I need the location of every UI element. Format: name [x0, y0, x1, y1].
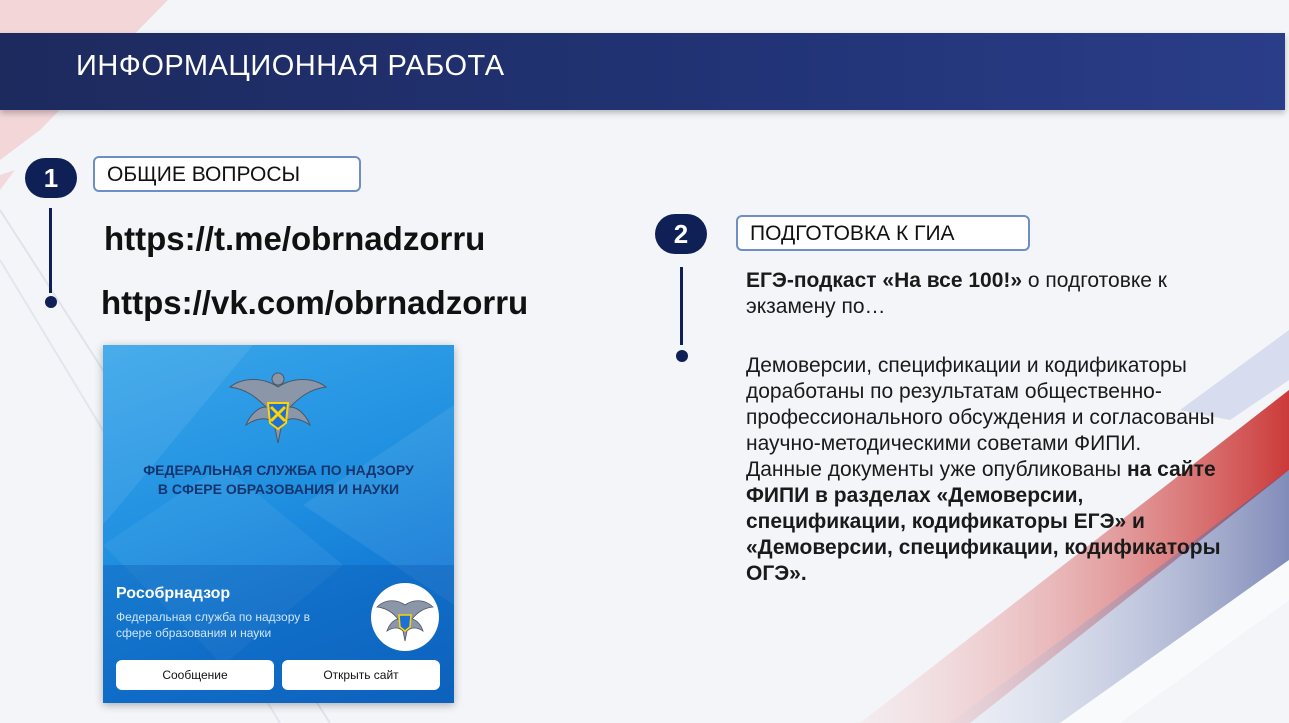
vk-link[interactable]: https://vk.com/obrnadzorru — [101, 284, 529, 321]
telegram-link[interactable]: https://t.me/obrnadzorru — [104, 220, 486, 257]
vk-page-screenshot — [103, 345, 454, 703]
section-1-label: ОБЩИЕ ВОПРОСЫ — [93, 156, 361, 192]
podcast-text — [746, 268, 1246, 320]
fipi-sections-text: на сайте ФИПИ в разделах «Демоверсии, спецификации, кодификаторы ЕГЭ» и «Демоверсии, спецификации, кодификаторы ОГЭ». — [746, 458, 1221, 585]
eagle-emblem-icon — [228, 367, 328, 447]
card-description: Федеральная служба по надзору в сфере образования и науки — [116, 610, 310, 640]
card-title — [103, 461, 454, 499]
documents-paragraph: Демоверсии, спецификации и кодификаторы доработаны по результатам общественно-профессионального обсуждения и согласованы научно-методическими советами ФИПИ. — [746, 354, 1215, 455]
section-2-number: 2 — [655, 214, 707, 254]
card-title-line-1: ФЕДЕРАЛЬНАЯ СЛУЖБА ПО НАДЗОРУ — [143, 462, 414, 478]
page-title: ИНФОРМАЦИОННАЯ РАБОТА — [76, 50, 505, 82]
open-site-button[interactable]: Открыть сайт — [282, 660, 440, 690]
podcast-description: о подготовке к экзамену по… — [746, 269, 1167, 318]
documents-text — [746, 353, 1246, 587]
card-name: Рособрнадзор — [116, 585, 231, 602]
section-1-line — [49, 208, 52, 293]
section-2-dot — [676, 350, 688, 362]
eagle-logo-icon — [371, 583, 439, 651]
section-2-line — [680, 267, 683, 345]
card-title-line-2: В СФЕРЕ ОБРАЗОВАНИЯ И НАУКИ — [157, 481, 400, 497]
podcast-title: ЕГЭ-подкаст «На все 100!» — [746, 269, 1023, 292]
message-button[interactable]: Сообщение — [116, 660, 274, 690]
section-2-label: ПОДГОТОВКА К ГИА — [736, 215, 1030, 251]
published-text: Данные документы уже опубликованы — [746, 458, 1127, 481]
card-avatar — [371, 583, 439, 651]
section-1-dot — [45, 296, 57, 308]
section-1-number: 1 — [25, 158, 77, 198]
